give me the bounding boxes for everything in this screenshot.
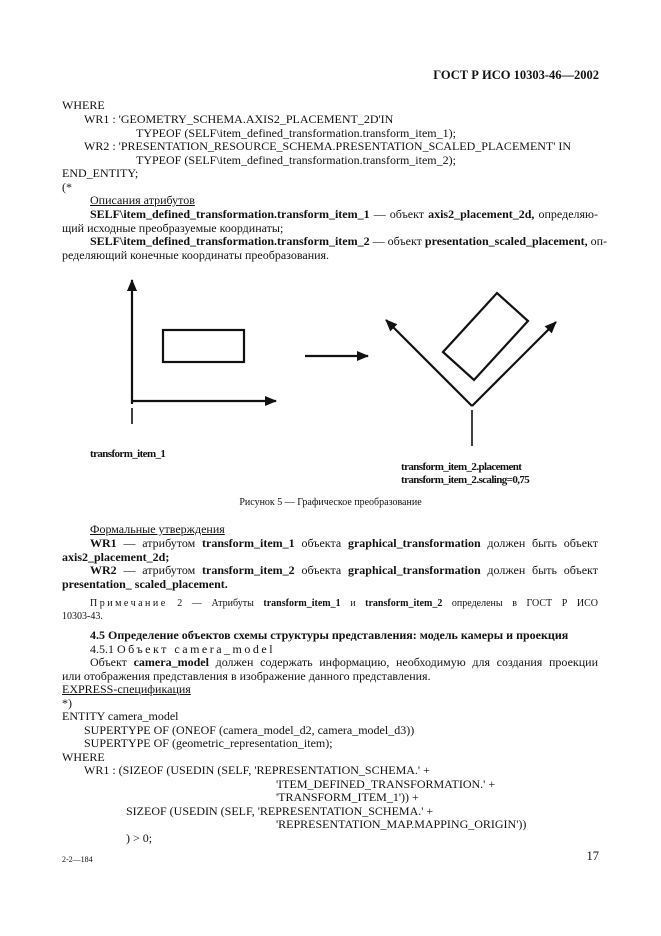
text: должен быть объект: [480, 563, 598, 577]
section-heading: Описания атрибутов: [90, 193, 195, 207]
code-line: END_ENTITY;: [62, 166, 139, 180]
code-line: WR2 : 'PRESENTATION_RESOURCE_SCHEMA.PRESENTATION_SCALED_PLACEMENT' IN: [84, 139, 572, 153]
text: должен содержать информацию, необходимую для создания проекции: [208, 655, 598, 669]
subsection-title: Объект camera_model: [117, 642, 276, 656]
note-label: Примечание: [90, 598, 168, 609]
page-header: ГОСТ Р ИСО 10303-46—2002: [433, 68, 599, 82]
code-line: *): [62, 696, 72, 710]
code-line: SIZEOF (USEDIN (SELF, 'REPRESENTATION_SCHEMA.' +: [126, 804, 434, 818]
text: 2 — Атрибуты: [167, 598, 264, 609]
rule-label: WR2: [90, 563, 117, 577]
subsection-number: 4.5.1: [90, 642, 117, 656]
attr-name: SELF\item_defined_transformation.transform_item_2: [90, 234, 370, 248]
attr-name: transform_item_1: [263, 598, 341, 609]
rule-label: WR1: [90, 536, 117, 550]
paragraph-line: axis2_placement_2d;: [62, 550, 170, 564]
text: — объект: [369, 234, 425, 248]
code-line: 'ITEM_DEFINED_TRANSFORMATION.' +: [276, 777, 496, 791]
attr-name: transform_item_2: [365, 598, 443, 609]
text: определяю-: [534, 207, 598, 221]
code-line: 'REPRESENTATION_MAP.MAPPING_ORIGIN')): [276, 817, 527, 831]
label-transform-item-2-scaling: transform_item_2.scaling=0,75: [401, 474, 530, 486]
text: — атрибутом: [116, 563, 202, 577]
code-line: TYPEOF (SELF\item_defined_transformation.transform_item_1);: [136, 126, 456, 140]
paragraph-line: щий исходные преобразуемые координаты;: [62, 221, 284, 235]
paragraph-line: presentation_ scaled_placement.: [62, 577, 228, 591]
text: определены в ГОСТ Р ИСО: [442, 598, 598, 609]
text: и: [340, 598, 366, 609]
subsection-heading: [90, 642, 275, 656]
entity-name: camera_model: [133, 655, 209, 669]
transformation-figure: [0, 260, 661, 510]
paragraph-line: [90, 536, 598, 550]
label-transform-item-1: transform_item_1: [90, 448, 166, 460]
paragraph-line: [90, 234, 608, 248]
paragraph-line: или отображения представления в изображение данного представления.: [62, 669, 431, 683]
entity-name: graphical_transformation: [347, 563, 481, 577]
text: должен быть объект: [480, 536, 598, 550]
label-transform-item-2-placement: transform_item_2.placement: [401, 461, 522, 473]
code-line: TYPEOF (SELF\item_defined_transformation.transform_item_2);: [136, 153, 456, 167]
code-line: WR1 : (SIZEOF (USEDIN (SELF, 'REPRESENTATION_SCHEMA.' +: [84, 763, 430, 777]
paragraph-line: [90, 563, 598, 577]
code-line: WHERE: [62, 750, 105, 764]
entity-name: graphical_transformation: [347, 536, 481, 550]
text: оп-: [587, 234, 608, 248]
code-line: (*: [62, 180, 72, 194]
code-line: WR1 : 'GEOMETRY_SCHEMA.AXIS2_PLACEMENT_2D'IN: [84, 112, 394, 126]
text: объекта: [294, 536, 348, 550]
text: Объект: [90, 655, 134, 669]
paragraph-line: [90, 655, 598, 669]
section-heading: 4.5 Определение объектов схемы структуры представления: модель камеры и проекция: [90, 628, 569, 642]
note-line: 10303-43.: [62, 611, 103, 622]
paragraph-line: [90, 207, 598, 221]
target-rectangle: [443, 293, 528, 380]
code-line: ENTITY camera_model: [62, 709, 179, 723]
attr-name: transform_item_2: [202, 563, 295, 577]
paragraph-line: ределяющий конечные координаты преобразования.: [62, 248, 330, 262]
section-heading: Формальные утверждения: [90, 522, 225, 536]
code-line: ) > 0;: [126, 831, 153, 845]
attr-type: axis2_placement_2d,: [428, 207, 535, 221]
text: — объект: [369, 207, 429, 221]
text: — атрибутом: [116, 536, 202, 550]
text: объекта: [294, 563, 348, 577]
code-line: SUPERTYPE OF (ONEOF (camera_model_d2, camera_model_d3)): [84, 723, 415, 737]
code-line: SUPERTYPE OF (geometric_representation_item);: [84, 736, 333, 750]
attr-type: presentation_scaled_placement,: [424, 234, 588, 248]
figure-caption: Рисунок 5 — Графическое преобразование: [239, 497, 422, 508]
code-line: 'TRANSFORM_ITEM_1')) +: [276, 790, 419, 804]
source-rectangle: [163, 330, 244, 362]
attr-name: transform_item_1: [202, 536, 295, 550]
figure-drawing: [0, 260, 661, 510]
page-number: 17: [586, 849, 599, 863]
note-line: [90, 597, 598, 611]
target-x-axis: [472, 322, 556, 406]
express-heading: EXPRESS-спецификация: [62, 682, 191, 696]
code-line: WHERE: [62, 98, 105, 112]
printer-signature: 2-2—184: [62, 855, 93, 864]
attr-name: SELF\item_defined_transformation.transform_item_1: [90, 207, 370, 221]
